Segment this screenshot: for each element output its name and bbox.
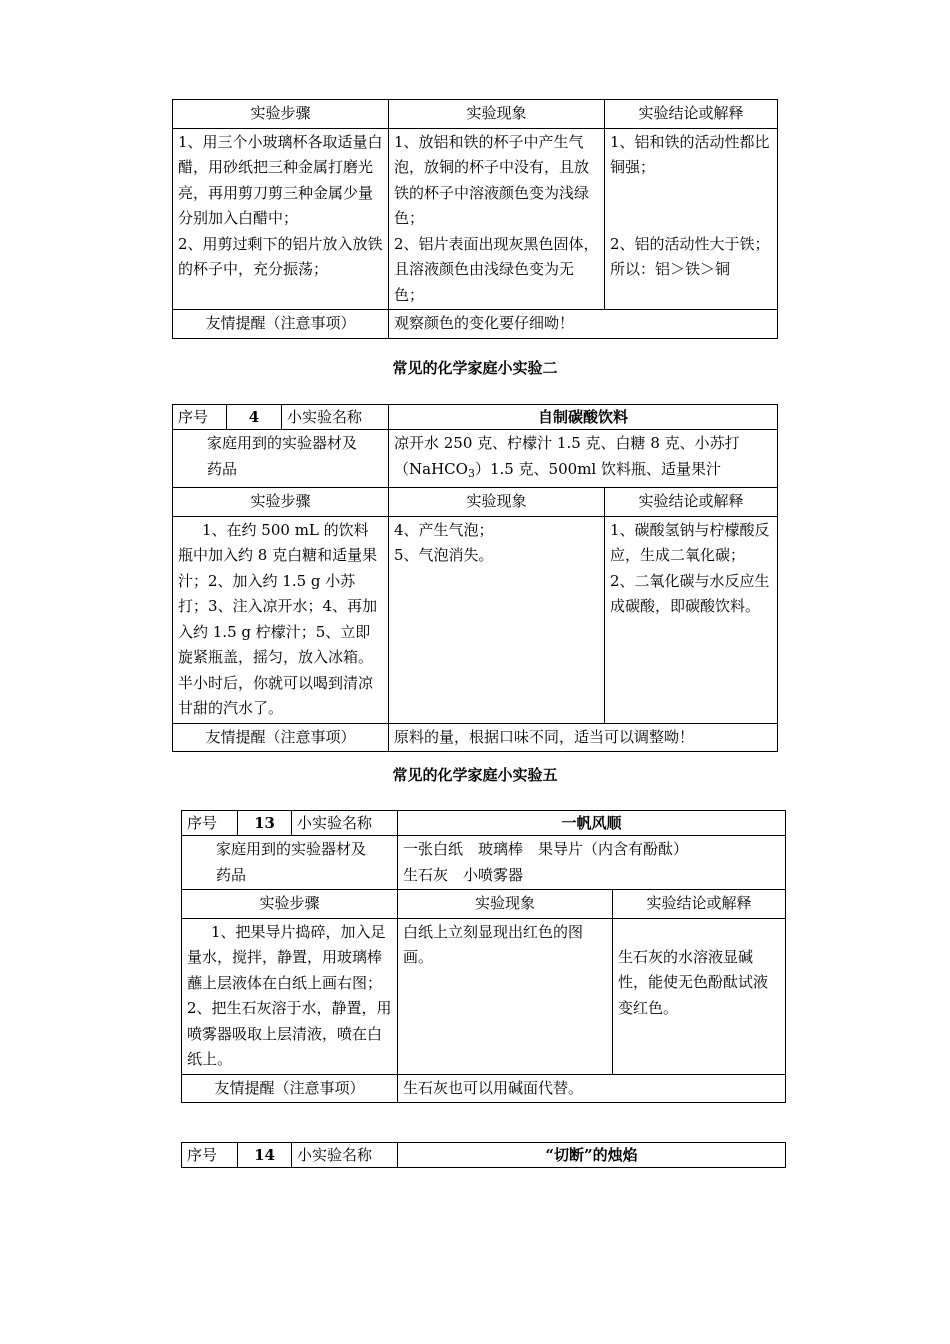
conclusion-cell xyxy=(605,516,778,723)
section-title: 常见的化学家庭小实验五 xyxy=(392,766,558,784)
experiment-name: 一帆风顺 xyxy=(398,811,786,836)
materials-text-b: ）1.5 克、500ml 饮料瓶、适量果汁 xyxy=(474,459,721,478)
conclusion-cell xyxy=(605,128,778,310)
experiment-table-4 xyxy=(181,1142,786,1168)
conclusion-text: 1、铝和铁的活动性都比铜强； xyxy=(610,132,770,176)
tip-label: 友情提醒（注意事项） xyxy=(173,723,389,752)
tip-text: 观察颜色的变化要仔细呦！ xyxy=(389,310,778,339)
step-text: 2、用剪过剩下的铝片放入放铁的杯子中，充分振荡； xyxy=(178,234,383,278)
conclusion-text: 2、二氧化碳与水反应生成碳酸，即碳酸饮料。 xyxy=(610,571,770,615)
header-conclusion: 实验结论或解释 xyxy=(605,488,778,517)
phenomenon-text: 1、放铝和铁的杯子中产生气泡，放铜的杯子中没有，且放铁的杯子中溶液颜色变为浅绿色； xyxy=(394,132,590,227)
experiment-table-1 xyxy=(172,99,778,339)
number-label: 序号 xyxy=(173,405,227,430)
materials-line: 生石灰 小喷雾器 xyxy=(403,865,524,884)
header-phenomenon: 实验现象 xyxy=(389,488,605,517)
name-label: 小实验名称 xyxy=(292,811,398,836)
steps-cell: 1、把果导片捣碎，加入足量水，搅拌，静置，用玻璃棒蘸上层液体在白纸上画右图；2、把生石灰溶于水，静置，用喷雾器吸取上层清液，喷在白纸上。 xyxy=(182,918,398,1074)
conclusion-cell: 生石灰的水溶液显碱性，能使无色酚酞试液变红色。 xyxy=(613,918,786,1074)
conclusion-text: 1、碳酸氢钠与柠檬酸反应，生成二氧化碳； xyxy=(610,520,770,564)
experiment-table-2 xyxy=(172,404,778,752)
tip-text: 生石灰也可以用碱面代替。 xyxy=(398,1074,786,1103)
name-label: 小实验名称 xyxy=(282,405,389,430)
header-conclusion: 实验结论或解释 xyxy=(605,100,778,129)
name-label: 小实验名称 xyxy=(292,1143,398,1168)
experiment-table-3 xyxy=(181,810,786,1103)
materials-line: 一张白纸 玻璃棒 果导片（内含有酚酞） xyxy=(403,840,689,858)
experiment-number: 13 xyxy=(238,811,292,836)
conclusion-text: 所以：铝＞铁＞铜 xyxy=(610,260,731,278)
conclusion-text: 2、铝的活动性大于铁； xyxy=(610,234,770,253)
tip-label: 友情提醒（注意事项） xyxy=(182,1074,398,1103)
number-label: 序号 xyxy=(182,811,238,836)
experiment-number: 4 xyxy=(227,405,282,430)
steps-cell: 1、在约 500 mL 的饮料瓶中加入约 8 克白糖和适量果汁；2、加入约 1.5 g 小苏打；3、注入凉开水；4、再加入约 1.5 g 柠檬汁；5、立即旋紧瓶盖，摇匀，放入冰箱。半小时后，你就可以喝到清凉甘甜的汽水了。 xyxy=(173,516,389,723)
materials-subscript: 3 xyxy=(467,466,475,480)
number-label: 序号 xyxy=(182,1143,238,1168)
materials-text-a: 凉开水 250 克、柠檬汁 1.5 克、白糖 8 克、小苏打（NaHCO xyxy=(394,434,740,478)
materials-text xyxy=(398,836,786,890)
header-steps: 实验步骤 xyxy=(182,890,398,919)
header-phenomenon: 实验现象 xyxy=(389,100,605,129)
phenomenon-text: 4、产生气泡； xyxy=(394,520,494,539)
steps-cell xyxy=(173,128,389,310)
materials-label: 家庭用到的实验器材及药品 xyxy=(173,430,389,488)
header-phenomenon: 实验现象 xyxy=(398,890,613,919)
phenomenon-text: 2、铝片表面出现灰黑色固体，且溶液颜色由浅绿色变为无色； xyxy=(394,234,599,304)
materials-text xyxy=(389,430,778,488)
experiment-name: 自制碳酸饮料 xyxy=(389,405,778,430)
experiment-name: “切断”的烛焰 xyxy=(398,1143,786,1168)
step-text: 1、用三个小玻璃杯各取适量白醋，用砂纸把三种金属打磨光亮，再用剪刀剪三种金属少量分别加入白醋中； xyxy=(178,132,383,227)
tip-label: 友情提醒（注意事项） xyxy=(173,310,389,339)
experiment-number: 14 xyxy=(238,1143,292,1168)
section-title: 常见的化学家庭小实验二 xyxy=(392,359,558,377)
header-steps: 实验步骤 xyxy=(173,100,389,129)
header-steps: 实验步骤 xyxy=(173,488,389,517)
tip-text: 原料的量，根据口味不同，适当可以调整呦！ xyxy=(389,723,778,752)
phenomenon-cell xyxy=(389,516,605,723)
phenomenon-cell: 白纸上立刻显现出红色的图画。 xyxy=(398,918,613,1074)
materials-label: 家庭用到的实验器材及药品 xyxy=(182,836,398,890)
phenomenon-text: 5、气泡消失。 xyxy=(394,546,494,564)
phenomenon-cell xyxy=(389,128,605,310)
header-conclusion: 实验结论或解释 xyxy=(613,890,786,919)
